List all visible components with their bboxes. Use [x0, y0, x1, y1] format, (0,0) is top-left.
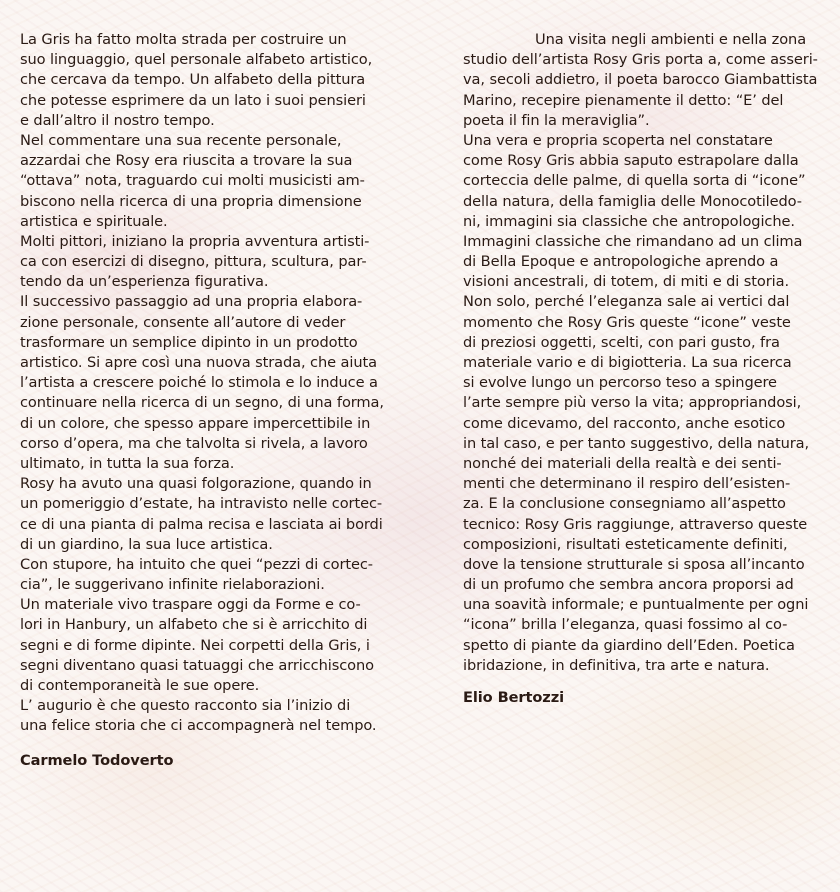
text-line: menti che determinano il respiro dell’esisten- [463, 475, 791, 493]
text-line: l’arte sempre più verso la vita; appropriandosi, [463, 394, 802, 412]
text-line: suo linguaggio, quel personale alfabeto artistico, [20, 51, 373, 69]
text-line: Con stupore, ha intuito che quei “pezzi di cortec- [20, 555, 373, 573]
text-line: ce di una pianta di palma recisa e lasciata ai bordi [20, 515, 383, 533]
text-line: che cercava da tempo. Un alfabeto della pittura [20, 71, 366, 89]
text-line: cia”, le suggerivano infinite rielaborazioni. [20, 576, 325, 594]
right-text-column [463, 30, 835, 708]
text-line: Rosy ha avuto una quasi folgorazione, quando in [20, 475, 372, 493]
text-line: di un profumo che sembra ancora proporsi ad [463, 576, 794, 594]
text-line: della natura, della famiglia delle Monocotiledo- [463, 192, 802, 210]
text-line: e dall’altro il nostro tempo. [20, 111, 215, 129]
text-line: ibridazione, in definitiva, tra arte e natura. [463, 656, 770, 674]
text-line: biscono nella ricerca di una propria dimensione [20, 192, 362, 210]
text-line: corteccia delle palme, di quella sorta di “icone” [463, 172, 806, 190]
text-line: azzardai che Rosy era riuscita a trovare la sua [20, 152, 353, 170]
text-line: dove la tensione strutturale si sposa all’incanto [463, 555, 805, 573]
text-line: tecnico: Rosy Gris raggiunge, attraverso queste [463, 515, 808, 533]
text-line: studio dell’artista Rosy Gris porta a, come asseri- [463, 51, 818, 69]
author-signature: Carmelo Todoverto [20, 751, 174, 769]
text-line: come Rosy Gris abbia saputo estrapolare dalla [463, 152, 799, 170]
text-line: Molti pittori, iniziano la propria avventura artisti- [20, 232, 370, 250]
text-line: “ottava” nota, traguardo cui molti musicisti am- [20, 172, 365, 190]
text-line: va, secoli addietro, il poeta barocco Giambattista [463, 71, 818, 89]
text-line: za. E la conclusione consegniamo all’aspetto [463, 495, 786, 513]
text-line: Un materiale vivo traspare oggi da Forme e co- [20, 596, 361, 614]
left-text-column [20, 30, 408, 771]
text-line: Una visita negli ambienti e nella zona [535, 31, 807, 48]
author-signature: Elio Bertozzi [463, 689, 564, 706]
text-line: ultimato, in tutta la sua forza. [20, 454, 235, 472]
text-line: tendo da un’esperienza figurativa. [20, 273, 269, 291]
text-line: una felice storia che ci accompagnerà nel tempo. [20, 717, 377, 735]
text-line: ni, immagini sia classiche che antropologiche. [463, 212, 795, 230]
text-line: che potesse esprimere da un lato i suoi pensieri [20, 91, 366, 109]
text-line: artistica e spirituale. [20, 212, 168, 230]
text-line: in tal caso, e per tanto suggestivo, della natura, [463, 434, 810, 452]
text-line: di preziosi oggetti, scelti, con pari gusto, fra [463, 333, 780, 351]
text-line: ca con esercizi di disegno, pittura, scultura, par- [20, 253, 367, 271]
text-line: poeta il fin la meraviglia”. [463, 111, 650, 129]
text-line: continuare nella ricerca di un segno, di una forma, [20, 394, 384, 412]
text-line: visioni ancestrali, di totem, di miti e di storia. [463, 273, 789, 291]
text-line: composizioni, risultati esteticamente definiti, [463, 535, 788, 553]
text-line: l’artista a crescere poiché lo stimola e lo induce a [20, 374, 378, 392]
text-line: trasformare un semplice dipinto in un prodotto [20, 333, 358, 351]
text-line: materiale vario e di bigiotteria. La sua ricerca [463, 354, 792, 371]
text-line: zione personale, consente all’autore di veder [20, 313, 346, 331]
text-line: nonché dei materiali della realtà e dei senti- [463, 454, 782, 472]
text-line: un pomeriggio d’estate, ha intravisto nelle cortec- [20, 495, 383, 513]
text-line: Marino, recepire pienamente il detto: “E’ del [463, 91, 784, 109]
text-line: di un giardino, la sua luce artistica. [20, 535, 273, 553]
text-line: momento che Rosy Gris queste “icone” veste [463, 313, 791, 331]
text-line: Nel commentare una sua recente personale, [20, 131, 342, 149]
text-line: lori in Hanbury, un alfabeto che si è arricchito di [20, 616, 368, 634]
text-line: artistico. Si apre così una nuova strada, che aiuta [20, 354, 377, 371]
text-line: Il successivo passaggio ad una propria elabora- [20, 293, 363, 311]
text-line: Una vera e propria scoperta nel constatare [463, 131, 773, 149]
text-line: una soavità informale; e puntualmente per ogni [463, 596, 809, 614]
text-line: di un colore, che spesso appare impercettibile in [20, 414, 371, 432]
text-line: spetto di piante da giardino dell’Eden. Poetica [463, 636, 795, 654]
text-line: “icona” brilla l’eleganza, quasi fossimo al co- [463, 616, 788, 634]
text-line: come dicevamo, del racconto, anche esotico [463, 414, 786, 432]
text-line: di contemporaneità le sue opere. [20, 677, 260, 694]
text-line: corso d’opera, ma che talvolta si rivela, a lavoro [20, 434, 368, 452]
text-line: segni e di forme dipinte. Nei corpetti della Gris, i [20, 636, 370, 654]
text-line: segni diventano quasi tatuaggi che arricchiscono [20, 656, 374, 674]
text-line: La Gris ha fatto molta strada per costruire un [20, 31, 347, 48]
text-line: di Bella Epoque e antropologiche aprendo a [463, 253, 779, 271]
text-line: si evolve lungo un percorso teso a spingere [463, 374, 777, 392]
text-line: Non solo, perché l’eleganza sale ai vertici dal [463, 293, 790, 311]
text-line: L’ augurio è che questo racconto sia l’inizio di [20, 697, 351, 715]
text-line: Immagini classiche che rimandano ad un clima [463, 232, 803, 250]
